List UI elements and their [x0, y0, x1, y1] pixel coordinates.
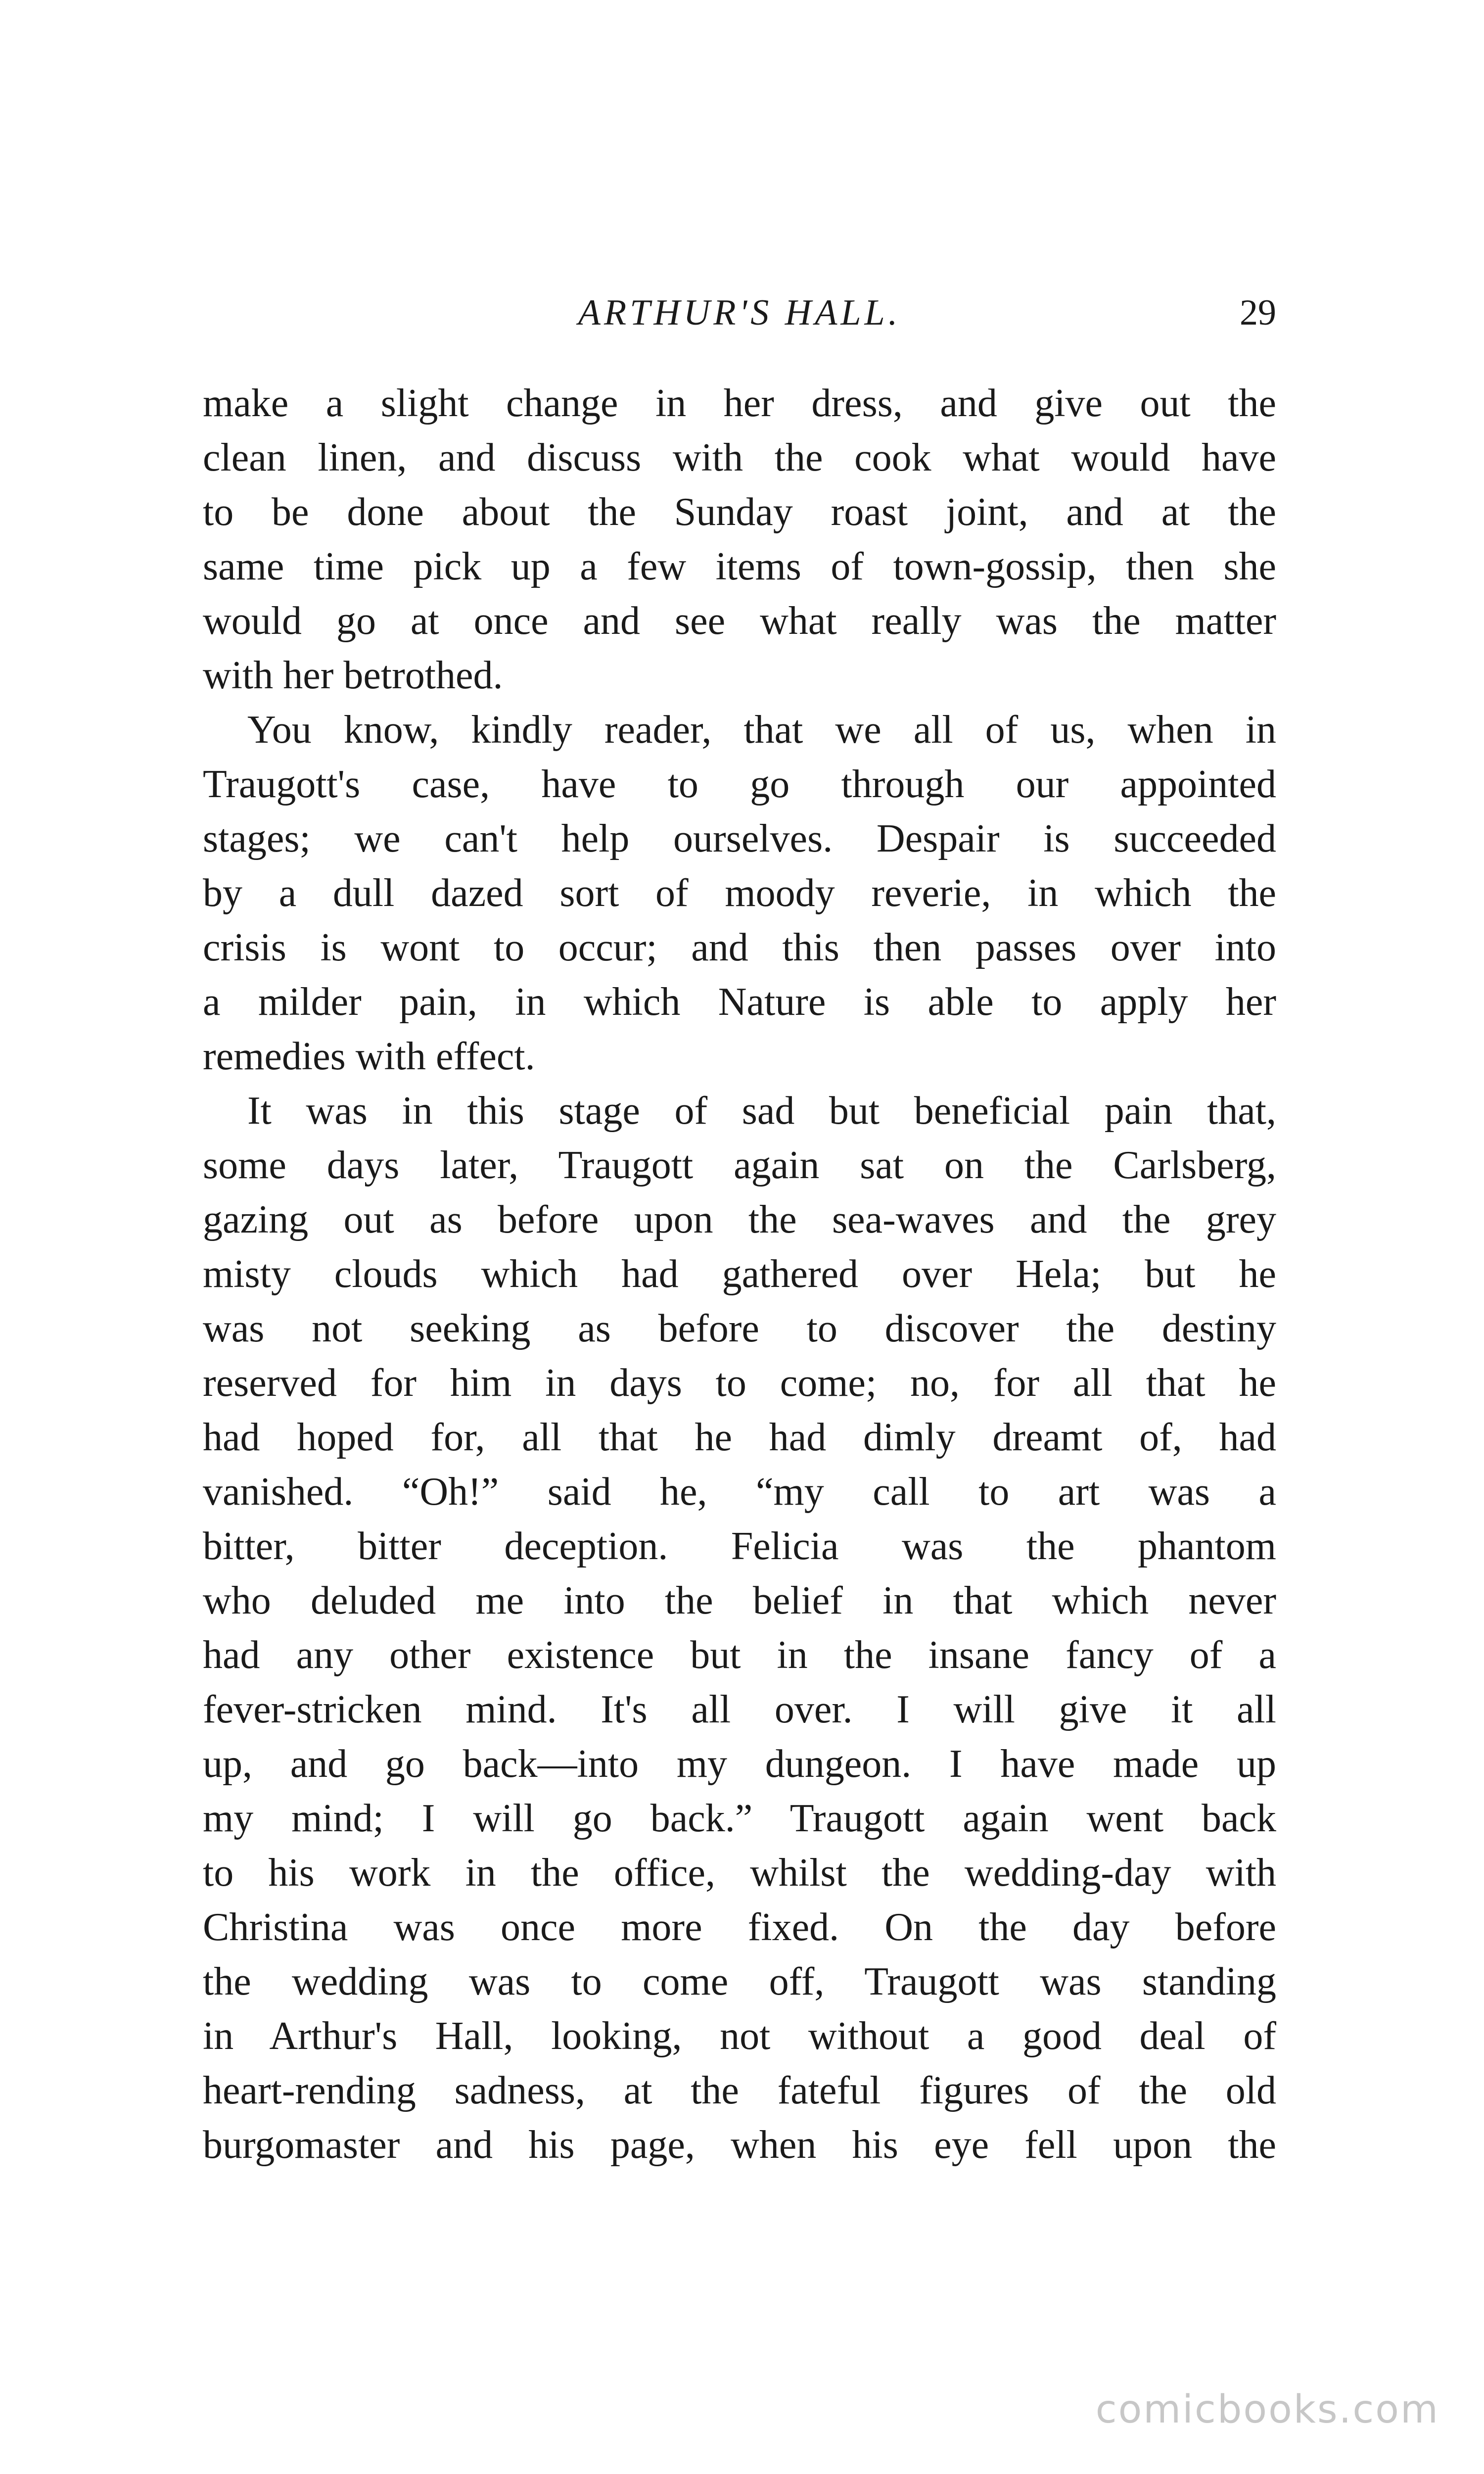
text-line: the wedding was to come off, Traugott was standing — [203, 1960, 1276, 2003]
text-line: It was in this stage of sad but beneficial pain that, — [247, 1089, 1276, 1133]
text-line: would go at once and see what really was the matter — [203, 599, 1276, 643]
text-line: stages; we can't help ourselves. Despair is succeeded — [203, 817, 1276, 860]
running-head — [203, 292, 1276, 341]
watermark: comicbooks.com — [1095, 2387, 1439, 2432]
page-number: 29 — [1240, 292, 1276, 333]
text-line: some days later, Traugott again sat on the Carlsberg, — [203, 1143, 1276, 1187]
text-line: heart-rending sadness, at the fateful figures of the old — [203, 2069, 1276, 2112]
text-line: vanished. “Oh!” said he, “my call to art was a — [203, 1470, 1276, 1514]
text-line: bitter, bitter deception. Felicia was the phantom — [203, 1524, 1276, 1568]
text-line: same time pick up a few items of town-gossip, then she — [203, 545, 1276, 588]
text-line: burgomaster and his page, when his eye fell upon the — [203, 2123, 1276, 2167]
text-line: my mind; I will go back.” Traugott again went back — [203, 1797, 1276, 1840]
text-line: up, and go back—into my dungeon. I have made up — [203, 1742, 1276, 1786]
body-text — [203, 376, 1276, 2172]
text-line: Christina was once more fixed. On the day before — [203, 1905, 1276, 1949]
text-line: You know, kindly reader, that we all of us, when in — [247, 708, 1276, 752]
text-line: a milder pain, in which Nature is able to apply her — [203, 980, 1276, 1024]
text-line: to be done about the Sunday roast joint, and at the — [203, 490, 1276, 534]
text-line: clean linen, and discuss with the cook what would have — [203, 436, 1276, 479]
running-title: ARTHUR'S HALL. — [578, 292, 901, 333]
text-line: crisis is wont to occur; and this then passes over into — [203, 926, 1276, 969]
text-line: remedies with effect. — [203, 1035, 535, 1078]
text-line: in Arthur's Hall, looking, not without a good deal of — [203, 2014, 1276, 2058]
text-line: Traugott's case, have to go through our appointed — [203, 762, 1276, 806]
text-line: fever-stricken mind. It's all over. I will give it all — [203, 1688, 1276, 1731]
text-line: who deluded me into the belief in that which never — [203, 1579, 1276, 1622]
text-line: with her betrothed. — [203, 654, 503, 697]
text-line: was not seeking as before to discover the destiny — [203, 1307, 1276, 1350]
text-line: reserved for him in days to come; no, for all that he — [203, 1361, 1276, 1405]
text-line: misty clouds which had gathered over Hela; but he — [203, 1252, 1276, 1296]
text-line: had hoped for, all that he had dimly dreamt of, had — [203, 1416, 1276, 1459]
text-line: make a slight change in her dress, and give out the — [203, 381, 1276, 425]
text-line: to his work in the office, whilst the wedding-day with — [203, 1851, 1276, 1895]
text-line: gazing out as before upon the sea-waves and the grey — [203, 1198, 1276, 1241]
text-line: by a dull dazed sort of moody reverie, in which the — [203, 871, 1276, 915]
text-line: had any other existence but in the insane fancy of a — [203, 1633, 1276, 1677]
